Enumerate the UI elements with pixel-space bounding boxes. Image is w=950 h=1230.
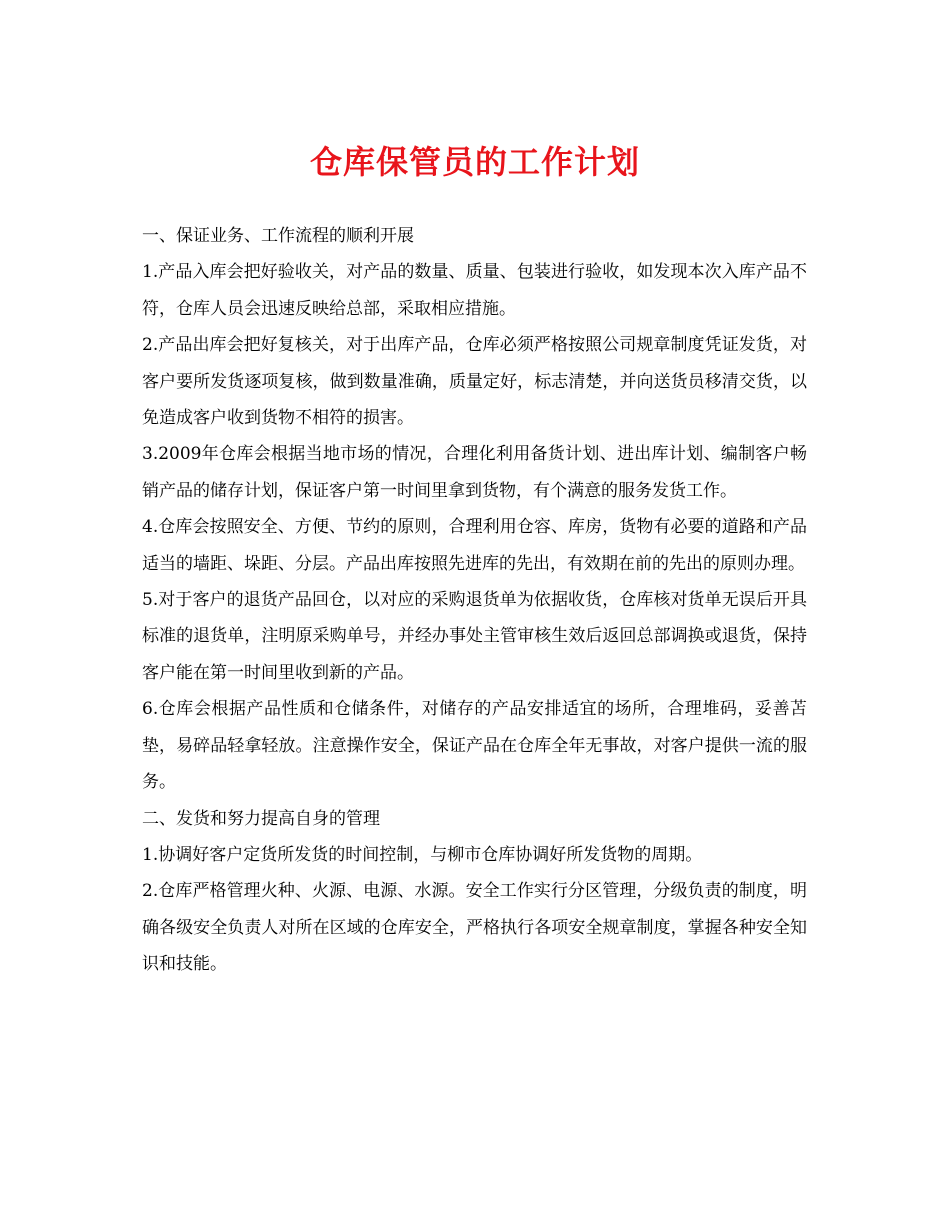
paragraph-item-1-6: 6.仓库会根据产品性质和仓储条件，对储存的产品安排适宜的场所，合理堆码，妥善苫垫，易碎品轻拿轻放。注意操作安全，保证产品在仓库全年无事故，对客户提供一流的服务。 (142, 699, 807, 793)
section-heading-2: 二、发货和努力提高自身的管理 (142, 808, 380, 829)
paragraph-item-1-4: 4.仓库会按照安全、方便、节约的原则，合理利用仓容、库房，货物有必要的道路和产品适当的墙距、垛距、分层。产品出库按照先进库的先出，有效期在前的先出的原则办理。 (142, 517, 807, 574)
document-body (142, 218, 807, 983)
paragraph-item-2-2: 2.仓库严格管理火种、火源、电源、水源。安全工作实行分区管理，分级负责的制度，明确各级安全负责人对所在区域的仓库安全，严格执行各项安全规章制度，掌握各种安全知识和技能。 (142, 881, 807, 975)
paragraph-item-1-2: 2.产品出库会把好复核关，对于出库产品，仓库必须严格按照公司规章制度凭证发货，对客户要所发货逐项复核，做到数量准确，质量定好，标志清楚，并向送货员移清交货，以免造成客户收到货物不相符的损害。 (142, 335, 807, 429)
paragraph-item-1-3: 3.2009年仓库会根据当地市场的情况，合理化利用备货计划、进出库计划、编制客户畅销产品的储存计划，保证客户第一时间里拿到货物，有个满意的服务发货工作。 (142, 444, 807, 501)
document-title: 仓库保管员的工作计划 (309, 143, 640, 181)
paragraph-item-2-1: 1.协调好客户定货所发货的时间控制，与柳市仓库协调好所发货物的周期。 (142, 844, 703, 865)
paragraph-item-1-1: 1.产品入库会把好验收关，对产品的数量、质量、包装进行验收，如发现本次入库产品不符，仓库人员会迅速反映给总部，采取相应措施。 (142, 262, 807, 319)
paragraph-item-1-5: 5.对于客户的退货产品回仓，以对应的采购退货单为依据收货，仓库核对货单无误后开具标准的退货单，注明原采购单号，并经办事处主管审核生效后返回总部调换或退货，保持客户能在第一时间里收到新的产品。 (142, 590, 807, 683)
section-heading-1: 一、保证业务、工作流程的顺利开展 (142, 226, 414, 246)
